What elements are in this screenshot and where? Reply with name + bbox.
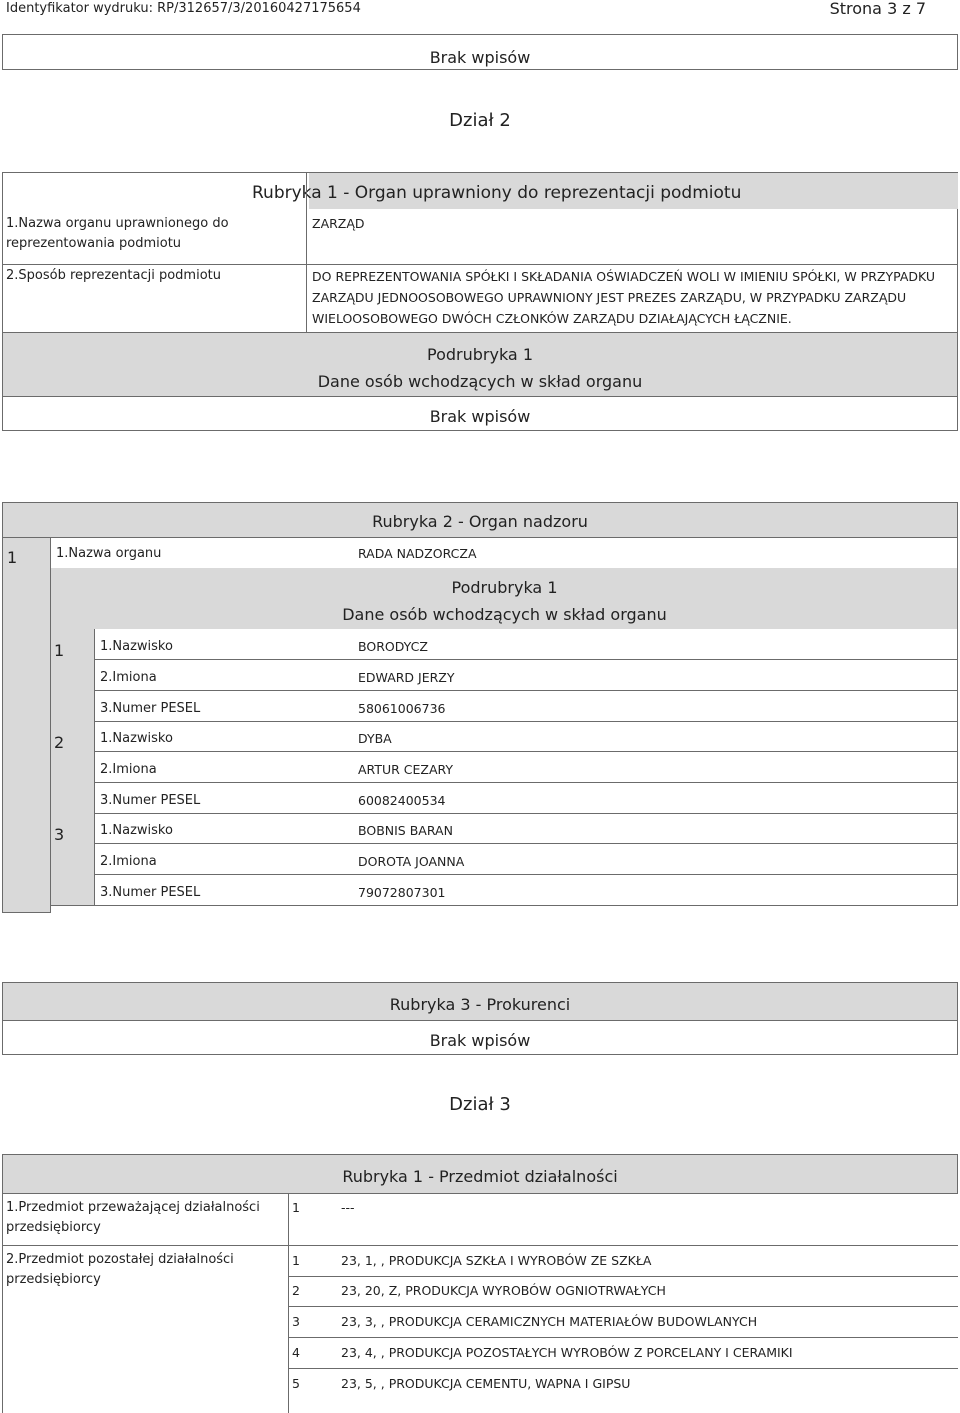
person-2-pesel: 60082400534 xyxy=(358,793,446,808)
przedmiot-title: Rubryka 1 - Przedmiot działalności xyxy=(342,1167,618,1186)
dzial-2-title: Dział 2 xyxy=(449,110,511,131)
person-1-names: EDWARD JERZY xyxy=(358,670,455,685)
page-number: Strona 3 z 7 xyxy=(829,0,926,18)
other-activity-4-index: 4 xyxy=(292,1345,300,1360)
person-1-pesel-label: 3.Numer PESEL xyxy=(100,701,201,716)
organ-nadzoru-name-value: RADA NADZORCZA xyxy=(358,546,477,561)
main-activity-index: 1 xyxy=(292,1200,300,1215)
person-3-surname: BOBNIS BARAN xyxy=(358,823,453,838)
dzial-3-title: Dział 3 xyxy=(449,1094,511,1115)
rubryka-2-podrubryka-title: Podrubryka 1 xyxy=(451,578,558,597)
persons-index-column xyxy=(51,629,95,905)
representation-method-value: DO REPREZENTOWANIA SPÓŁKI I SKŁADANIA OŚWIADCZEŃ WOLI W IMIENIU SPÓŁKI, W PRZYPADKU ZARZĄDU JEDNOOSOBOWEGO UPRAWNIONY JEST PREZES ZARZĄDU, W PRZYPADKU ZARZĄDU WIELOOSOBOWEGO DWÓCH CZŁONKÓW ZARZĄDU DZIAŁAJĄCYCH ŁĄCZNIE. xyxy=(312,269,936,326)
person-1-index: 1 xyxy=(54,641,65,660)
main-activity-label: 1.Przedmiot przeważającej działalności przedsiębiorcy xyxy=(6,1200,260,1235)
person-3-pesel: 79072807301 xyxy=(358,885,446,900)
person-1-surname-label: 1.Nazwisko xyxy=(100,639,173,654)
print-identifier: Identyfikator wydruku: RP/312657/3/20160427175654 xyxy=(6,1,361,16)
person-2-names-label: 2.Imiona xyxy=(100,762,157,777)
person-3-pesel-label: 3.Numer PESEL xyxy=(100,885,201,900)
organ-nadzoru-name-label: 1.Nazwa organu xyxy=(56,546,162,561)
person-3-names-label: 2.Imiona xyxy=(100,854,157,869)
rubryka-2-header xyxy=(2,502,958,538)
person-2-names: ARTUR CEZARY xyxy=(358,762,454,777)
other-activity-3-value: 23, 3, , PRODUKCJA CERAMICZNYCH MATERIAŁÓW BUDOWLANYCH xyxy=(341,1314,758,1329)
person-2-surname: DYBA xyxy=(358,731,392,746)
rubryka-2-podrubryka-subtitle: Dane osób wchodzących w skład organu xyxy=(342,605,667,624)
other-activity-label: 2.Przedmiot pozostałej działalności przedsiębiorcy xyxy=(6,1252,234,1287)
other-activity-5-value: 23, 5, , PRODUKCJA CEMENTU, WAPNA I GIPSU xyxy=(341,1376,631,1391)
person-2-index: 2 xyxy=(54,733,65,752)
person-2-pesel-label: 3.Numer PESEL xyxy=(100,793,201,808)
podrubryka-1-subtitle: Dane osób wchodzących w skład organu xyxy=(317,372,643,391)
person-1-surname: BORODYCZ xyxy=(358,639,428,654)
rubryka-2-index: 1 xyxy=(7,548,18,567)
representation-method-label: 2.Sposób reprezentacji podmiotu xyxy=(6,268,221,283)
person-3-index: 3 xyxy=(54,825,65,844)
other-activity-1-value: 23, 1, , PRODUKCJA SZKŁA I WYROBÓW ZE SZKŁA xyxy=(341,1253,652,1268)
rubryka-1-title: Rubryka 1 - Organ uprawniony do reprezentacji podmiotu xyxy=(252,183,742,203)
person-3-surname-label: 1.Nazwisko xyxy=(100,823,173,838)
person-2-surname-label: 1.Nazwisko xyxy=(100,731,173,746)
main-activity-value: --- xyxy=(341,1200,355,1215)
person-3-names: DOROTA JOANNA xyxy=(358,854,465,869)
rubryka-2-index-column xyxy=(2,538,51,912)
organ-name-label: 1.Nazwa organu uprawnionego do reprezentowania podmiotu xyxy=(6,216,229,251)
other-activity-2-value: 23, 20, Z, PRODUKCJA WYROBÓW OGNIOTRWAŁYCH xyxy=(341,1283,666,1298)
other-activity-1-index: 1 xyxy=(292,1253,300,1268)
other-activity-4-value: 23, 4, , PRODUKCJA POZOSTAŁYCH WYROBÓW Z PORCELANY I CERAMIKI xyxy=(341,1345,793,1360)
organ-name-value: ZARZĄD xyxy=(312,216,365,231)
previous-section-status: Brak wpisów xyxy=(429,48,531,67)
person-1-names-label: 2.Imiona xyxy=(100,670,157,685)
podrubryka-1-title: Podrubryka 1 xyxy=(427,345,533,364)
person-1-pesel: 58061006736 xyxy=(358,701,446,716)
rubryka-2-title: Rubryka 2 - Organ nadzoru xyxy=(372,512,588,531)
other-activity-3-index: 3 xyxy=(292,1314,300,1329)
previous-section-box xyxy=(2,34,958,70)
rubryka-3-status: Brak wpisów xyxy=(429,1031,531,1050)
other-activity-5-index: 5 xyxy=(292,1376,300,1391)
other-activity-2-index: 2 xyxy=(292,1283,300,1298)
rubryka-3-title: Rubryka 3 - Prokurenci xyxy=(389,995,571,1014)
podrubryka-1-status: Brak wpisów xyxy=(429,407,531,426)
